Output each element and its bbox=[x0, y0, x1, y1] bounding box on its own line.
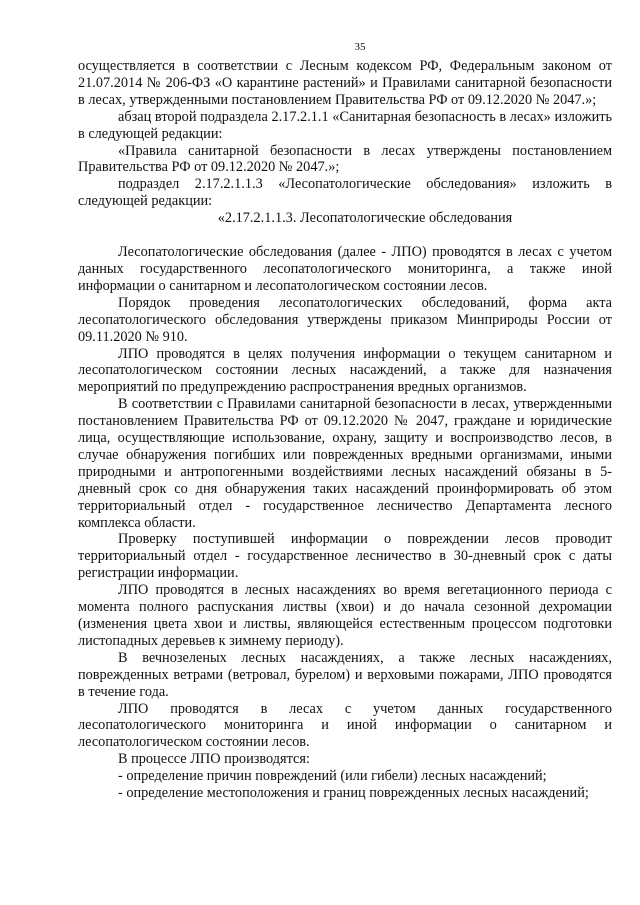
paragraph-continuation: осуществляется в соответствии с Лесным кодексом РФ, Федеральным законом от 21.07.2014 № 206-ФЗ «О карантине растений» и Правилами санитарной безопасности в лесах, утвержденными постановлением Правительства РФ от 09.12.2020 № 2047.»; bbox=[78, 58, 612, 108]
paragraph-process-intro: В процессе ЛПО производятся: bbox=[118, 751, 310, 768]
list-item: - определение местоположения и границ поврежденных лесных насаждений; bbox=[118, 785, 589, 802]
paragraph-evergreen: В вечнозеленых лесных насаждениях, а также лесных насаждениях, поврежденных ветрами (ветровал, бурелом) и верховыми пожарами, ЛПО проводятся в течение года. bbox=[78, 649, 612, 700]
paragraph-monitoring: ЛПО проводятся в лесах с учетом данных государственного лесопатологического мониторинга и иной информации о санитарном и лесопатологическом состоянии лесов. bbox=[78, 700, 612, 751]
list-item: - определение причин повреждений (или гибели) лесных насаждений; bbox=[118, 768, 547, 785]
paragraph-amendment-abzac: абзац второй подраздела 2.17.2.1.1 «Санитарная безопасность в лесах» изложить в следующей редакции: bbox=[78, 108, 612, 142]
paragraph-verification: Проверку поступившей информации о повреждении лесов проводит территориальный отдел - государственное лесничество в 30-дневный срок с даты регистрации информации. bbox=[78, 531, 612, 582]
paragraph-obligations: В соответствии с Правилами санитарной безопасности в лесах, утвержденными постановлением Правительства РФ от 09.12.2020 № 2047, граждане и юридические лица, осуществляющие использование, охрану, защиту и воспроизводство лесов, в случае обнаружения погибших или поврежденных вредными организмами, иными природными и антропогенными воздействиями лесных насаждений обязаны в 5-дневный срок со дня обнаружения таких насаждений проинформировать об этом территориальный отдел - государственное лесничество Департамента лесного комплекса области. bbox=[78, 396, 612, 531]
paragraph-amendment-subsection: подраздел 2.17.2.1.1.3 «Лесопатологические обследования» изложить в следующей редакции: bbox=[78, 176, 612, 210]
paragraph-rules-quote: «Правила санитарной безопасности в лесах утверждены постановлением Правительства РФ от 09.12.2020 № 2047.»; bbox=[78, 142, 612, 176]
blank-line bbox=[78, 227, 612, 244]
paragraph-purpose: ЛПО проводятся в целях получения информации о текущем санитарном и лесопатологическом состоянии лесных насаждений, а также для назначения мероприятий по предупреждению распространения вредных организмов. bbox=[78, 345, 612, 396]
paragraph-procedure: Порядок проведения лесопатологических обследований, форма акта лесопатологического обследования утверждены приказом Минприроды России от 09.11.2020 № 910. bbox=[78, 294, 612, 345]
paragraph-vegetation-period: ЛПО проводятся в лесных насаждениях во время вегетационного периода с момента полного распускания листвы (хвои) и до начала сезонной дехромации (изменения цвета хвои и листвы, являющейся естественным процессом подготовки листопадных деревьев к зимнему периоду). bbox=[78, 582, 612, 649]
page-number: 35 bbox=[354, 41, 366, 53]
paragraph-lpo-definition: Лесопатологические обследования (далее - ЛПО) проводятся в лесах с учетом данных государственного лесопатологического мониторинга, а также иной информации о санитарном и лесопатологическом состоянии лесов. bbox=[78, 244, 612, 294]
section-heading: «2.17.2.1.1.3. Лесопатологические обследования bbox=[217, 210, 513, 227]
